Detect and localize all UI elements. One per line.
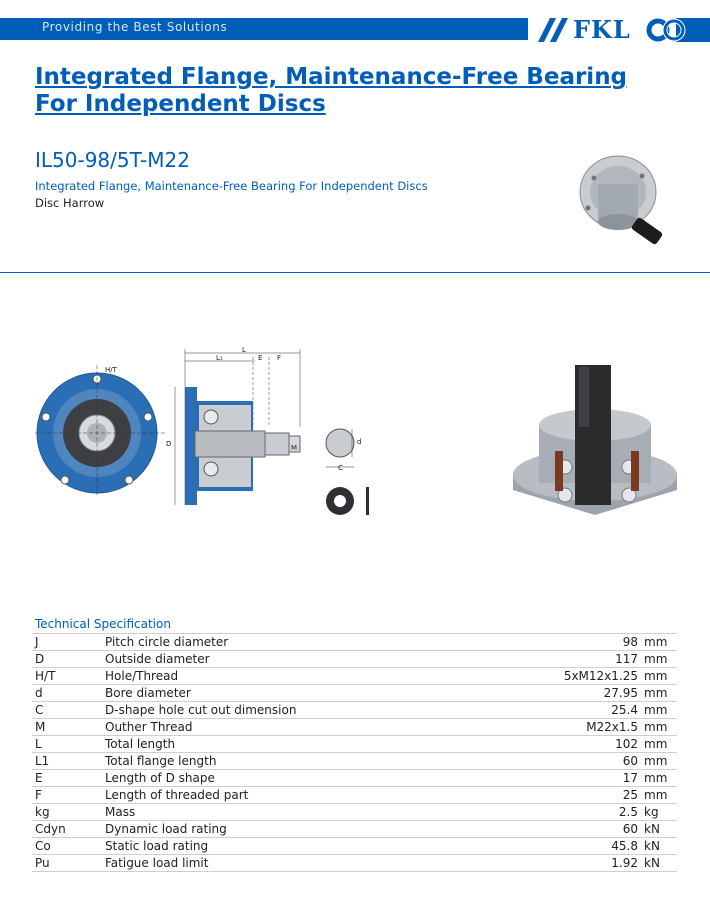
spec-symbol: Cdyn (32, 821, 102, 838)
spec-symbol: L1 (32, 753, 102, 770)
spec-row (32, 821, 677, 838)
spec-unit: mm (641, 787, 677, 804)
spec-value: 5xM12x1.25 (515, 668, 641, 685)
spec-description: Length of threaded part (102, 787, 515, 804)
spec-table (32, 633, 677, 872)
spec-symbol: J (32, 634, 102, 651)
spec-description: Bore diameter (102, 685, 515, 702)
spec-value: 25 (515, 787, 641, 804)
spec-symbol: H/T (32, 668, 102, 685)
product-code: IL50-98/5T-M22 (35, 148, 190, 172)
spec-row (32, 736, 677, 753)
spec-symbol: C (32, 702, 102, 719)
label-c: C (338, 464, 343, 472)
label-ht: H/T (105, 366, 117, 374)
spec-symbol: Co (32, 838, 102, 855)
label-d-outer: D (166, 440, 172, 448)
spec-unit: mm (641, 702, 677, 719)
spec-symbol: Pu (32, 855, 102, 872)
spec-row (32, 838, 677, 855)
spec-unit: mm (641, 753, 677, 770)
page-title[interactable]: Integrated Flange, Maintenance-Free Bearing For Independent Discs (35, 64, 628, 117)
spec-title: Technical Specification (35, 617, 171, 631)
label-d: d (357, 438, 362, 446)
spec-unit: mm (641, 685, 677, 702)
spec-row (32, 634, 677, 651)
spec-description: Dynamic load rating (102, 821, 515, 838)
label-l: L (242, 346, 246, 354)
spec-value: 1.92 (515, 855, 641, 872)
spec-value: 27.95 (515, 685, 641, 702)
product-photo (572, 150, 682, 260)
spec-unit: mm (641, 770, 677, 787)
label-f: F (277, 354, 282, 362)
spec-row (32, 702, 677, 719)
spec-symbol: D (32, 651, 102, 668)
label-m: M (291, 444, 298, 452)
spec-symbol: L (32, 736, 102, 753)
spec-description: Fatigue load limit (102, 855, 515, 872)
spec-unit: kg (641, 804, 677, 821)
spec-value: 60 (515, 753, 641, 770)
section-divider (0, 272, 710, 273)
spec-unit: kN (641, 855, 677, 872)
spec-unit: mm (641, 736, 677, 753)
spec-description: Pitch circle diameter (102, 634, 515, 651)
spec-unit: mm (641, 634, 677, 651)
spec-row (32, 770, 677, 787)
spec-row (32, 719, 677, 736)
spec-value: 102 (515, 736, 641, 753)
spec-symbol: M (32, 719, 102, 736)
spec-row (32, 685, 677, 702)
spec-value: 98 (515, 634, 641, 651)
product-subtitle: Integrated Flange, Maintenance-Free Bearing For Independent Discs (35, 179, 428, 193)
spec-unit: kN (641, 821, 677, 838)
spec-description: Total flange length (102, 753, 515, 770)
spec-unit: mm (641, 668, 677, 685)
spec-description: Length of D shape (102, 770, 515, 787)
side-view-drawing (165, 345, 315, 510)
d-shape-detail-drawing (312, 425, 372, 525)
spec-row (32, 855, 677, 872)
spec-row (32, 787, 677, 804)
spec-description: Outside diameter (102, 651, 515, 668)
spec-unit: mm (641, 719, 677, 736)
spec-description: Total length (102, 736, 515, 753)
spec-description: Static load rating (102, 838, 515, 855)
header-slogan: Providing the Best Solutions (42, 20, 228, 34)
spec-row (32, 804, 677, 821)
spec-symbol: d (32, 685, 102, 702)
label-e: E (258, 354, 263, 362)
spec-value: M22x1.5 (515, 719, 641, 736)
spec-description: Outher Thread (102, 719, 515, 736)
spec-unit: mm (641, 651, 677, 668)
front-view-drawing (35, 365, 165, 495)
spec-symbol: E (32, 770, 102, 787)
spec-symbol: F (32, 787, 102, 804)
label-l1: L₁ (216, 354, 223, 362)
spec-symbol: kg (32, 804, 102, 821)
spec-value: 45.8 (515, 838, 641, 855)
spec-row (32, 651, 677, 668)
spec-value: 60 (515, 821, 641, 838)
spec-unit: kN (641, 838, 677, 855)
spec-value: 25.4 (515, 702, 641, 719)
spec-value: 117 (515, 651, 641, 668)
product-category: Disc Harrow (35, 196, 105, 210)
spec-description: D-shape hole cut out dimension (102, 702, 515, 719)
spec-description: Hole/Thread (102, 668, 515, 685)
brand-logo[interactable] (528, 14, 710, 46)
spec-description: Mass (102, 804, 515, 821)
spec-value: 17 (515, 770, 641, 787)
spec-value: 2.5 (515, 804, 641, 821)
cutaway-render (505, 355, 685, 535)
spec-row (32, 753, 677, 770)
logo-text: FKL (573, 15, 631, 44)
spec-row (32, 668, 677, 685)
